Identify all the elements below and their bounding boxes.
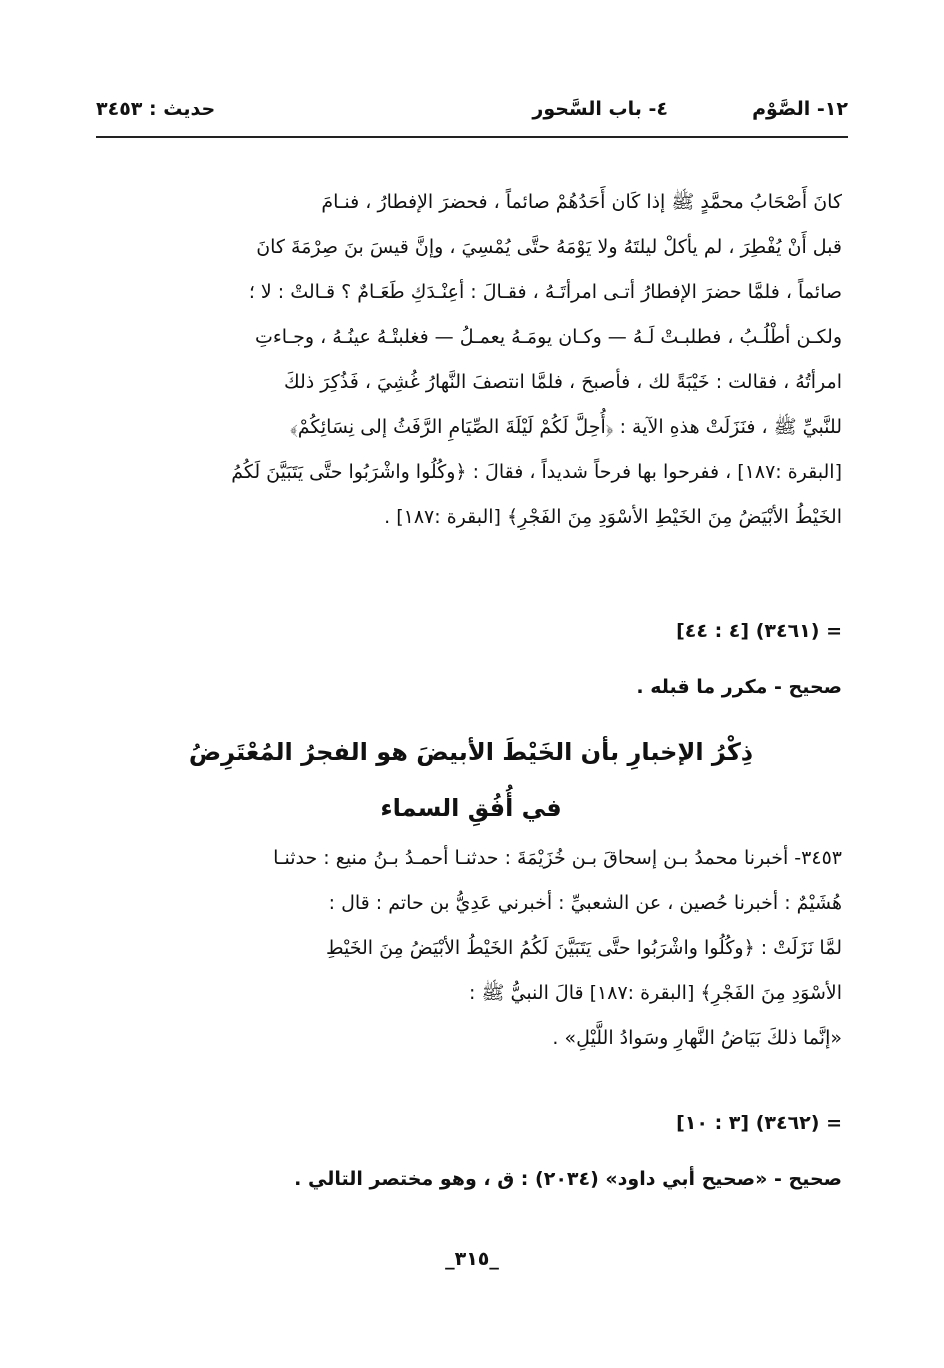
chapter-title-line: ذِكْرُ الإخبارِ بأن الخَيْطَ الأبيضَ هو الفجرُ المُعْتَرِضُ [188, 738, 754, 766]
cross-reference: = (٣٤٦١) [٤ : ٤٤] [676, 620, 842, 642]
cross-reference: = (٣٤٦٢) [٣ : ١٠] [676, 1112, 842, 1134]
header-divider [96, 136, 848, 138]
text-line: هُشَيْمٌ : أخبرنا حُصين ، عن الشعبيِّ : أخبرني عَدِيُّ بن حاتم : قال : [328, 892, 842, 914]
page-number: _٣١٥_ [445, 1248, 499, 1270]
hadith-text-paragraph [100, 836, 842, 1061]
section-heading: ٤- باب السَّحور [532, 98, 668, 120]
text-line: امرأتُهُ ، فقالت : خَيْبَةً لك ، فأصبحَ ، فلمَّا انتصفَ النَّهارُ غُشِيَ ، فَذُكِرَ ذلكَ [283, 371, 842, 393]
text-line: لمَّا نَزَلَتْ : ﴿وكُلُوا واشْرَبُوا حتَّى يَتَبَيَّنَ لَكُمُ الخَيْطُ الأبْيَضُ مِنَ الخَيْطِ [325, 937, 842, 959]
text-line: صائماً ، فلمَّا حضرَ الإفطارُ أتـى امرأتَـهُ ، فقـالَ : أعِنْـدَكِ طَعَـامٌ ؟ قـالتْ : لا ؛ [248, 281, 842, 303]
text-line: الخَيْطُ الأبْيَضُ مِنَ الخَيْطِ الأسْوَدِ مِنَ الفَجْرِ﴾ [البقرة :١٨٧] . [384, 506, 842, 528]
text-line: ولكـن أطْلُـبُ ، فطلبـتْ لَـهُ — وكـان يومَـهُ يعمـلُ — فغلبتْـهُ عينُـهُ ، وجـاءتِ [254, 326, 842, 348]
hadith-grading: صحيح - مكرر ما قبله . [636, 676, 842, 698]
hadith-grading: صحيح - «صحيح أبي داود» (٢٠٣٤) : ق ، وهو مختصر التالي . [294, 1168, 842, 1190]
hadith-number-heading: حديث : ٣٤٥٣ [96, 98, 216, 120]
text-line: الأسْوَدِ مِنَ الفَجْرِ﴾ [البقرة :١٨٧] قالَ النبيُّ ﷺ : [469, 982, 842, 1004]
text-line: ٣٤٥٣- أخبرنا محمدُ بـن إسحاقَ بـن خُزَيْمَةَ : حدثنـا أحمـدُ بـنُ منيع : حدثنـا [273, 847, 842, 869]
chapter-heading: ١٢- الصَّوْم [752, 98, 848, 120]
text-line: قبل أَنْ يُفْطِرَ ، لم يأكلْ ليلتَهُ ولا يَوْمَهُ حتَّى يُمْسِيَ ، وإنَّ قيسَ بنَ صِرْمَةَ كانَ [256, 236, 842, 258]
chapter-title-line: في أُفُقِ السماء [380, 794, 562, 822]
running-header [96, 92, 848, 132]
text-line: للنَّبيِّ ﷺ ، فنَزَلَتْ هذهِ الآية : ﴿أُحِلَّ لَكُمْ لَيْلَةَ الصِّيَامِ الرَّفَثُ إلى نِسَائِكُمْ﴾ [289, 416, 842, 438]
text-line: «إنَّما ذلكَ بَيَاضُ النَّهارِ وسَوادُ اللَّيْلِ» . [552, 1027, 842, 1049]
text-line: [البقرة :١٨٧] ، ففرحوا بها فرحاً شديداً ، فقالَ : ﴿وكُلُوا واشْرَبُوا حتَّى يَتَبَيَّنَ لَكُمُ [231, 461, 842, 483]
hadith-text-paragraph [100, 180, 842, 540]
text-line: كانَ أَصْحَابُ محمَّدٍ ﷺ إذا كَان أَحَدُهُمْ صائماً ، فحضرَ الإفطارُ ، فنـامَ [321, 191, 842, 213]
